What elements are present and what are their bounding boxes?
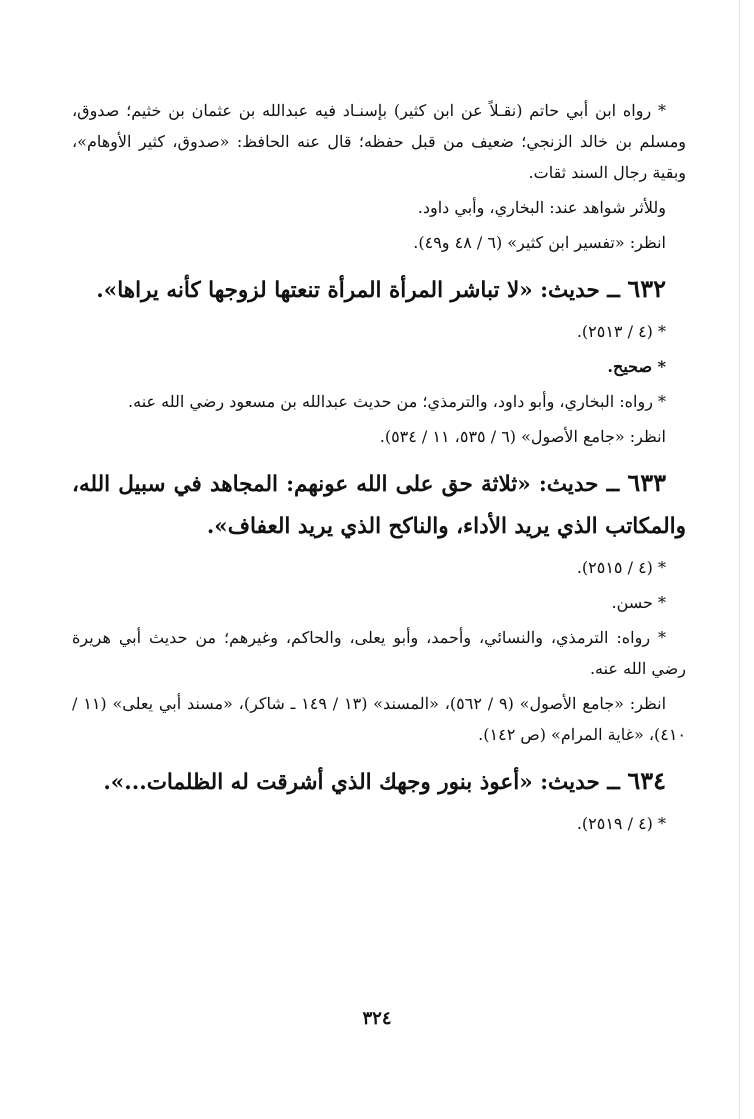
paragraph-ibn-abi-hatim: * رواه ابن أبي حاتم (نقـلاً عن ابن كثير) بإسنـاد فيه عبدالله بن عثمان بن خثيم؛ صدوق، ومسلم بن خالد الزنجي؛ ضعيف من قبل حفظه؛ قال عنه الحافظ: «صدوق، كثير الأوهام»، وبقية رجال السند ثقات. <box>72 101 686 182</box>
hadith-text: ــ حديث: «أعوذ بنور وجهك الذي أشرقت له الظلمات...». <box>103 770 620 795</box>
reference-list: انظر: «جامع الأصول» (٦ / ٥٣٥، ١١ / ٥٣٤). <box>379 427 666 446</box>
hadith-632 <box>72 268 686 312</box>
page-content <box>72 95 686 843</box>
hadith-text: ــ حديث: «ثلاثة حق على الله عونهم: المجاهد في سبيل الله، والمكاتب الذي يريد الأداء، والناكح الذي يريد العفاف». <box>72 472 686 539</box>
reference-volume: * (٤ / ٢٥١٥). <box>576 558 666 577</box>
hadith-number: ٦٣٣ <box>627 468 666 497</box>
scan-edge-line <box>739 0 740 1119</box>
hadith-number: ٦٣٤ <box>627 766 666 795</box>
grading: * صحيح. <box>607 357 666 376</box>
hadith-634 <box>72 760 686 804</box>
reference-list: انظر: «جامع الأصول» (٩ / ٥٦٢)، «المسند» (١٣ / ١٤٩ ـ شاكر)، «مسند أبي يعلى» (١١ / ٤١٠)، «غاية المرام» (ص ١٤٢). <box>72 694 686 744</box>
reference-volume: * (٤ / ٢٥١٣). <box>576 322 666 341</box>
page-number: ٣٢٤ <box>362 1008 392 1029</box>
hadith-633 <box>72 462 686 548</box>
hadith-text: ــ حديث: «لا تباشر المرأة المرأة تنعتها لزوجها كأنه يراها». <box>96 278 620 303</box>
paragraph-ref-ibn-kathir: انظر: «تفسير ابن كثير» (٦ / ٤٨ و٤٩). <box>413 233 666 252</box>
reference-volume: * (٤ / ٢٥١٩). <box>576 814 666 833</box>
narration-sources: * رواه: الترمذي، والنسائي، وأحمد، وأبو يعلى، والحاكم، وغيرهم؛ من حديث أبي هريرة رضي الله عنه. <box>72 628 686 678</box>
hadith-number: ٦٣٢ <box>627 274 666 303</box>
grading: * حسن. <box>611 593 666 612</box>
paragraph-shawahid: وللأثر شواهد عند: البخاري، وأبي داود. <box>417 198 666 217</box>
narration-sources: * رواه: البخاري، وأبو داود، والترمذي؛ من حديث عبدالله بن مسعود رضي الله عنه. <box>128 392 666 411</box>
